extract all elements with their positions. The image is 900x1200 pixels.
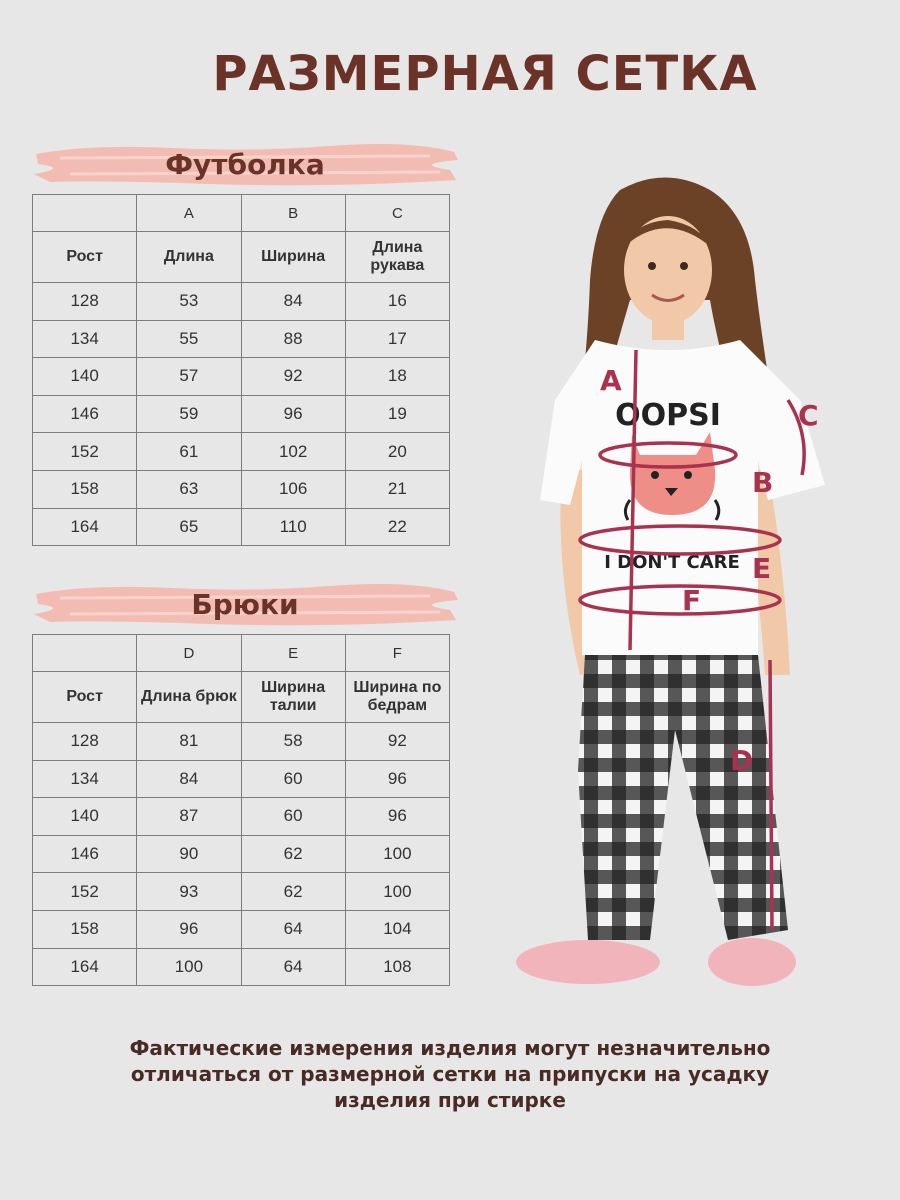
header-cell: Длина (137, 232, 241, 283)
table-row (33, 760, 450, 798)
tshirt-size-table (32, 194, 450, 546)
left-slipper (516, 940, 660, 984)
marker-d-label: D (730, 744, 754, 777)
face-shape (624, 216, 712, 324)
table-cell: 87 (137, 798, 241, 836)
model-photo (500, 170, 830, 1000)
header-cell: Ширина (241, 232, 345, 283)
table-cell: 146 (33, 395, 137, 433)
table-cell: 100 (137, 948, 241, 986)
table-cell: 96 (345, 760, 449, 798)
letter-cell: A (137, 195, 241, 232)
table-cell: 90 (137, 835, 241, 873)
neck-shape (652, 318, 684, 340)
header-cell: Ширина по бедрам (345, 672, 449, 723)
table-cell: 19 (345, 395, 449, 433)
table-cell: 152 (33, 873, 137, 911)
header-cell: Рост (33, 672, 137, 723)
table-cell: 140 (33, 798, 137, 836)
table-row (33, 508, 450, 546)
table-cell: 16 (345, 283, 449, 321)
table-cell: 92 (241, 358, 345, 396)
table-cell: 100 (345, 835, 449, 873)
header-cell: Длина брюк (137, 672, 241, 723)
table-cell: 57 (137, 358, 241, 396)
table-cell: 61 (137, 433, 241, 471)
table-cell: 84 (241, 283, 345, 321)
table-cell: 106 (241, 470, 345, 508)
table-row (33, 433, 450, 471)
table-row (33, 470, 450, 508)
page-title: РАЗМЕРНАЯ СЕТКА (212, 46, 758, 102)
table-cell: 53 (137, 283, 241, 321)
marker-f-label: F (682, 584, 702, 617)
table-cell: 104 (345, 910, 449, 948)
table-cell: 20 (345, 433, 449, 471)
letter-cell (33, 635, 137, 672)
plaid-pants-shape (578, 655, 788, 940)
table-header-row (33, 232, 450, 283)
table-cell: 164 (33, 508, 137, 546)
table-cell: 64 (241, 948, 345, 986)
table-cell: 128 (33, 723, 137, 761)
pants-size-table (32, 634, 450, 986)
letter-cell: D (137, 635, 241, 672)
letter-cell: F (345, 635, 449, 672)
table-row (33, 798, 450, 836)
letter-cell: C (345, 195, 449, 232)
table-cell: 22 (345, 508, 449, 546)
table-cell: 110 (241, 508, 345, 546)
letter-cell: E (241, 635, 345, 672)
table-letter-row (33, 195, 450, 232)
table-cell: 59 (137, 395, 241, 433)
table-cell: 88 (241, 320, 345, 358)
table-cell: 146 (33, 835, 137, 873)
tshirt-section-title (30, 140, 460, 190)
table-cell: 96 (137, 910, 241, 948)
marker-a-label: A (600, 364, 622, 397)
header-cell: Длина рукава (345, 232, 449, 283)
table-row (33, 358, 450, 396)
table-cell: 134 (33, 760, 137, 798)
shirt-print-top: OOPSI (615, 398, 721, 433)
table-letter-row (33, 635, 450, 672)
table-cell: 134 (33, 320, 137, 358)
table-cell: 81 (137, 723, 241, 761)
table-cell: 17 (345, 320, 449, 358)
table-cell: 55 (137, 320, 241, 358)
table-cell: 152 (33, 433, 137, 471)
table-cell: 100 (345, 873, 449, 911)
letter-cell (33, 195, 137, 232)
table-cell: 62 (241, 873, 345, 911)
table-row (33, 723, 450, 761)
table-cell: 108 (345, 948, 449, 986)
table-cell: 65 (137, 508, 241, 546)
table-row (33, 395, 450, 433)
table-row (33, 873, 450, 911)
table-row (33, 283, 450, 321)
table-row (33, 910, 450, 948)
footnote-text: Фактические измерения изделия могут незначительно отличаться от размерной сетки на припуски на усадку изделия при стирке (129, 1036, 771, 1112)
table-cell: 158 (33, 910, 137, 948)
table-row (33, 948, 450, 986)
table-header-row (33, 672, 450, 723)
table-cell: 164 (33, 948, 137, 986)
table-row (33, 320, 450, 358)
table-cell: 64 (241, 910, 345, 948)
header-cell: Ширина талии (241, 672, 345, 723)
header-cell: Рост (33, 232, 137, 283)
marker-c-label: C (798, 399, 819, 432)
table-cell: 63 (137, 470, 241, 508)
table-cell: 96 (241, 395, 345, 433)
table-cell: 60 (241, 760, 345, 798)
table-row (33, 835, 450, 873)
marker-b-label: B (752, 466, 774, 499)
table-cell: 84 (137, 760, 241, 798)
table-cell: 18 (345, 358, 449, 396)
marker-e-label: E (752, 552, 772, 585)
table-cell: 96 (345, 798, 449, 836)
table-cell: 58 (241, 723, 345, 761)
tshirt-title-text: Футболка (165, 148, 325, 181)
right-slipper (708, 938, 796, 986)
table-cell: 60 (241, 798, 345, 836)
letter-cell: B (241, 195, 345, 232)
pants-section-title (30, 580, 460, 630)
table-cell: 93 (137, 873, 241, 911)
table-cell: 62 (241, 835, 345, 873)
table-cell: 102 (241, 433, 345, 471)
table-cell: 158 (33, 470, 137, 508)
shirt-print-bottom: I DON'T CARE (604, 552, 740, 573)
table-cell: 92 (345, 723, 449, 761)
table-cell: 128 (33, 283, 137, 321)
table-cell: 140 (33, 358, 137, 396)
pants-title-text: Брюки (191, 588, 299, 621)
table-cell: 21 (345, 470, 449, 508)
